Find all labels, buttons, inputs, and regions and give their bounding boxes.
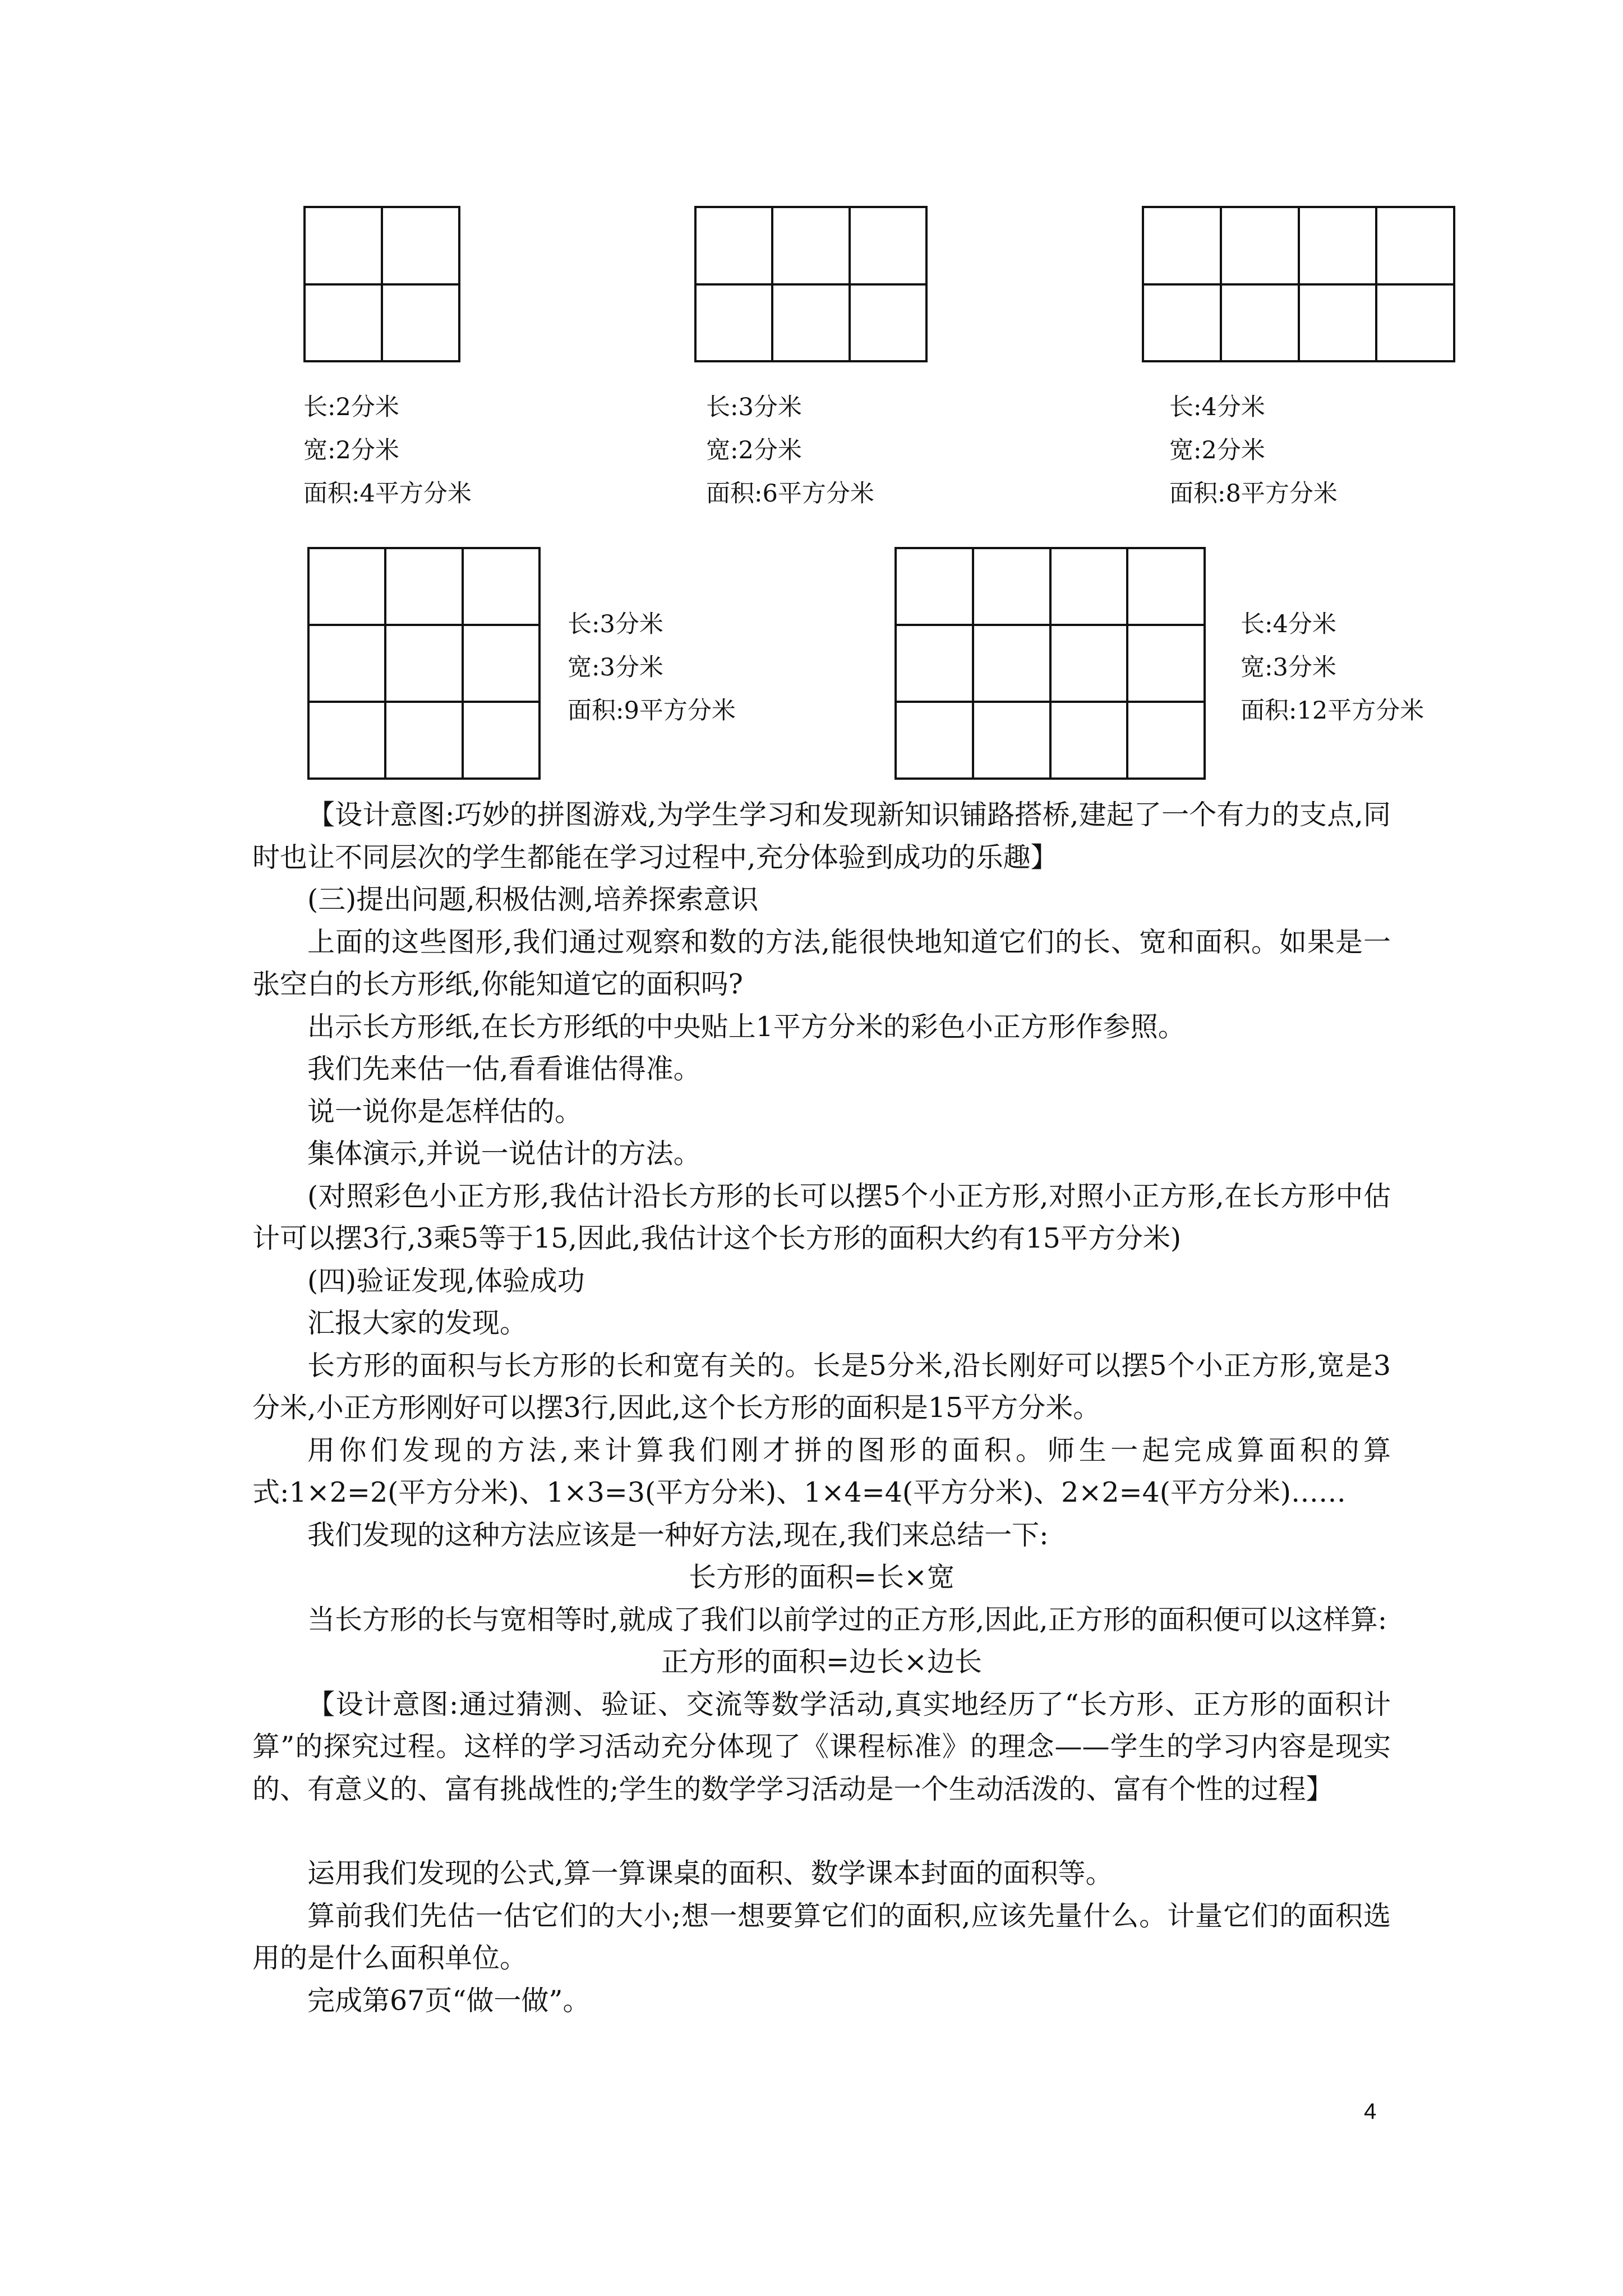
area-label: 面积:6平方分米 bbox=[706, 480, 874, 508]
width-label: 宽:3分米 bbox=[1241, 654, 1336, 682]
grid-figure-3 bbox=[1142, 206, 1455, 362]
length-label: 长:3分米 bbox=[706, 393, 802, 421]
width-label: 宽:2分米 bbox=[303, 436, 399, 464]
paragraph: 汇报大家的发现。 bbox=[307, 1307, 528, 1339]
width-label: 宽:2分米 bbox=[706, 436, 802, 464]
paragraph: 我们先来估一估,看看谁估得准。 bbox=[307, 1053, 701, 1085]
width-label: 宽:2分米 bbox=[1169, 436, 1265, 464]
page-number: 4 bbox=[1364, 2099, 1377, 2124]
caption-figure-2 bbox=[706, 386, 874, 516]
paragraph: (对照彩色小正方形,我估计沿长方形的长可以摆5个小正方形,对照小正方形,在长方形中估计可以摆3行,3乘5等于15,因此,我估计这个长方形的面积大约有15平方分米) bbox=[252, 1180, 1391, 1254]
paragraph: 当长方形的长与宽相等时,就成了我们以前学过的正方形,因此,正方形的面积便可以这样算: bbox=[307, 1603, 1387, 1636]
width-label: 宽:3分米 bbox=[568, 654, 663, 682]
area-label: 面积:9平方分米 bbox=[568, 697, 736, 725]
grid-figure-4 bbox=[307, 547, 541, 780]
paragraph: 用你们发现的方法,来计算我们刚才拼的图形的面积。师生一起完成算面积的算式:1×2=2(平方分米)、1×3=3(平方分米)、1×4=4(平方分米)、2×2=4(平方分米)…… bbox=[252, 1434, 1391, 1508]
rectangle-area-formula: 长方形的面积=长×宽 bbox=[688, 1561, 955, 1593]
length-label: 长:3分米 bbox=[568, 610, 663, 638]
design-intent-note-2: 【设计意图:通过猜测、验证、交流等数学活动,真实地经历了“长方形、正方形的面积计算”的探究过程。这样的学习活动充分体现了《课程标准》的理念——学生的学习内容是现实的、有意义的、富有挑战性的;学生的数学学习活动是一个生动活泼的、富有个性的过程】 bbox=[252, 1688, 1391, 1805]
section-heading-4: (四)验证发现,体验成功 bbox=[307, 1264, 585, 1297]
paragraph: 上面的这些图形,我们通过观察和数的方法,能很快地知道它们的长、宽和面积。如果是一张空白的长方形纸,你能知道它的面积吗? bbox=[252, 926, 1391, 1000]
paragraph: 我们发现的这种方法应该是一种好方法,现在,我们来总结一下: bbox=[307, 1519, 1049, 1551]
area-label: 面积:12平方分米 bbox=[1241, 697, 1424, 725]
length-label: 长:4分米 bbox=[1241, 610, 1336, 638]
design-intent-note-1: 【设计意图:巧妙的拼图游戏,为学生学习和发现新知识铺路搭桥,建起了一个有力的支点,同时也让不同层次的学生都能在学习过程中,充分体验到成功的乐趣】 bbox=[252, 799, 1391, 873]
section-heading-3: (三)提出问题,积极估测,培养探索意识 bbox=[307, 884, 759, 915]
paragraph: 运用我们发现的公式,算一算课桌的面积、数学课本封面的面积等。 bbox=[307, 1857, 1113, 1889]
paragraph: 完成第67页“做一做”。 bbox=[307, 1984, 591, 2017]
body-text bbox=[252, 794, 1391, 2022]
length-label: 长:4分米 bbox=[1169, 393, 1265, 421]
paragraph: 算前我们先估一估它们的大小;想一想要算它们的面积,应该先量什么。计量它们的面积选用的是什么面积单位。 bbox=[252, 1899, 1391, 1974]
grid-figure-1 bbox=[303, 206, 460, 362]
caption-figure-1 bbox=[303, 386, 472, 516]
caption-figure-5 bbox=[1241, 603, 1424, 733]
paragraph: 说一说你是怎样估的。 bbox=[307, 1095, 583, 1128]
caption-figure-3 bbox=[1169, 386, 1338, 516]
grid-figure-2 bbox=[694, 206, 928, 362]
paragraph: 集体演示,并说一说估计的方法。 bbox=[307, 1138, 701, 1170]
length-label: 长:2分米 bbox=[303, 393, 399, 421]
area-label: 面积:8平方分米 bbox=[1169, 480, 1338, 508]
area-label: 面积:4平方分米 bbox=[303, 480, 472, 508]
grid-figure-5 bbox=[895, 547, 1206, 780]
square-area-formula: 正方形的面积=边长×边长 bbox=[661, 1646, 983, 1678]
paragraph: 长方形的面积与长方形的长和宽有关的。长是5分米,沿长刚好可以摆5个小正方形,宽是3分米,小正方形刚好可以摆3行,因此,这个长方形的面积是15平方分米。 bbox=[252, 1349, 1391, 1424]
paragraph: 出示长方形纸,在长方形纸的中央贴上1平方分米的彩色小正方形作参照。 bbox=[307, 1010, 1186, 1043]
caption-figure-4 bbox=[568, 603, 736, 733]
